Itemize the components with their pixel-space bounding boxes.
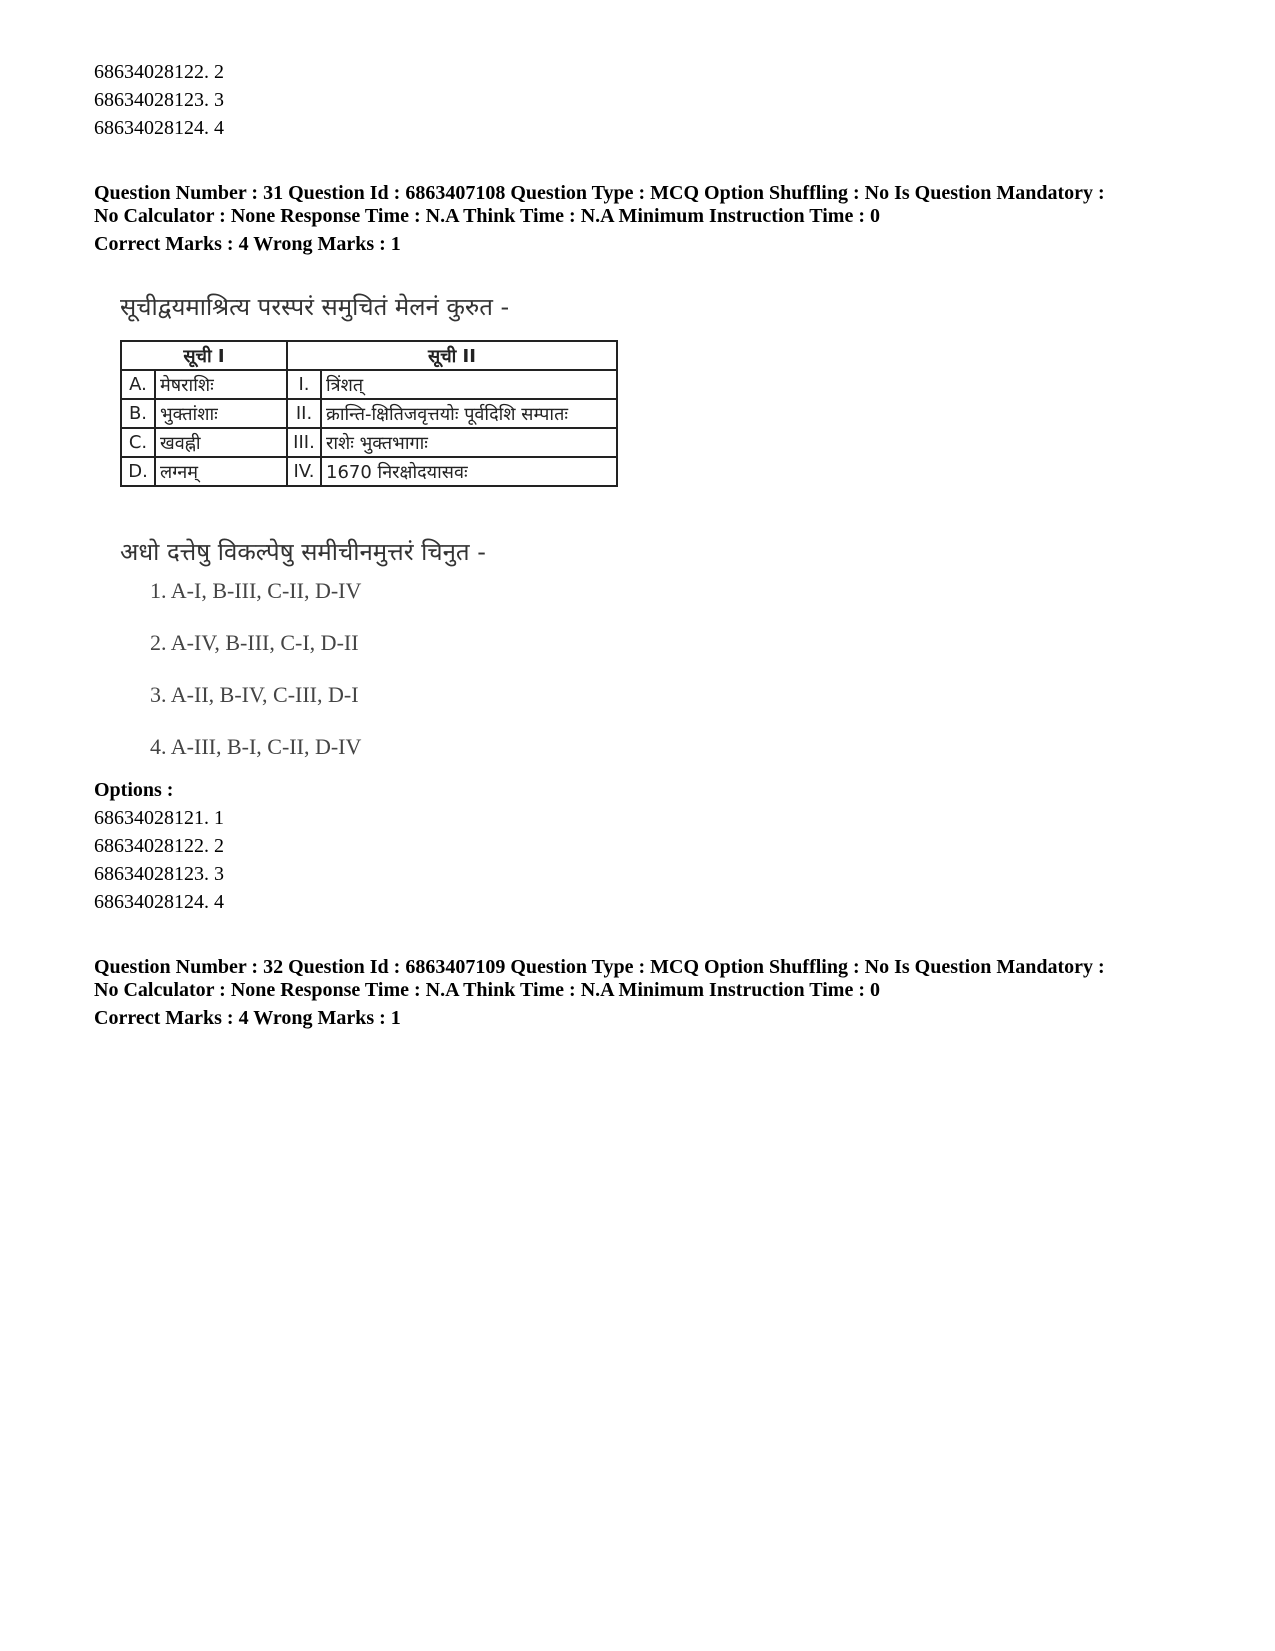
table-row: [121, 457, 617, 486]
question-header-line1: Question Number : 31 Question Id : 6863407108 Question Type : MCQ Option Shuffling : No Is Question Mandatory :: [94, 182, 1105, 204]
option-line: 68634028124. 4: [94, 117, 224, 139]
matching-table: [120, 340, 618, 487]
option-line: 68634028123. 3: [94, 863, 224, 885]
row-numeral: I.: [287, 370, 321, 399]
option-line: 68634028123. 3: [94, 89, 224, 111]
option-line: 68634028122. 2: [94, 61, 224, 83]
table-row: [121, 370, 617, 399]
list-2-item: 1670 निरक्षोदयासवः: [321, 457, 617, 486]
row-numeral: III.: [287, 428, 321, 457]
row-letter: A.: [121, 370, 155, 399]
table-header-row: [121, 341, 617, 370]
table-row: [121, 428, 617, 457]
question-marks: Correct Marks : 4 Wrong Marks : 1: [94, 233, 401, 255]
list-2-item: त्रिंशत्: [321, 370, 617, 399]
option-line: 68634028121. 1: [94, 807, 224, 829]
option-line: 68634028124. 4: [94, 891, 224, 913]
row-letter: B.: [121, 399, 155, 428]
list-1-item: मेषराशिः: [155, 370, 287, 399]
answer-choice: 4. A-III, B-I, C-II, D-IV: [150, 734, 362, 759]
question-marks: Correct Marks : 4 Wrong Marks : 1: [94, 1007, 401, 1029]
options-label: Options :: [94, 779, 174, 801]
list-1-item: लग्नम्: [155, 457, 287, 486]
question-header-line2: No Calculator : None Response Time : N.A Think Time : N.A Minimum Instruction Time : 0: [94, 205, 880, 227]
answer-choice: 2. A-IV, B-III, C-I, D-II: [150, 630, 359, 655]
question-title: सूचीद्वयमाश्रित्य परस्परं समुचितं मेलनं कुरुत -: [120, 293, 510, 321]
row-letter: C.: [121, 428, 155, 457]
list-2-header: सूची II: [287, 341, 617, 370]
row-numeral: II.: [287, 399, 321, 428]
question-header-line1: Question Number : 32 Question Id : 6863407109 Question Type : MCQ Option Shuffling : No Is Question Mandatory :: [94, 956, 1105, 978]
question-instruction: अधो दत्तेषु विकल्पेषु समीचीनमुत्तरं चिनुत -: [120, 538, 486, 566]
list-2-item: क्रान्ति-क्षितिजवृत्तयोः पूर्वदिशि सम्पातः: [321, 399, 617, 428]
answer-choice: 3. A-II, B-IV, C-III, D-I: [150, 682, 359, 707]
list-1-header: सूची I: [121, 341, 287, 370]
table-row: [121, 399, 617, 428]
row-numeral: IV.: [287, 457, 321, 486]
list-2-item: राशेः भुक्तभागाः: [321, 428, 617, 457]
question-content: [120, 290, 680, 790]
row-letter: D.: [121, 457, 155, 486]
list-1-item: भुक्तांशाः: [155, 399, 287, 428]
list-1-item: खवह्नी: [155, 428, 287, 457]
question-header-line2: No Calculator : None Response Time : N.A Think Time : N.A Minimum Instruction Time : 0: [94, 979, 880, 1001]
answer-choice: 1. A-I, B-III, C-II, D-IV: [150, 578, 362, 603]
option-line: 68634028122. 2: [94, 835, 224, 857]
